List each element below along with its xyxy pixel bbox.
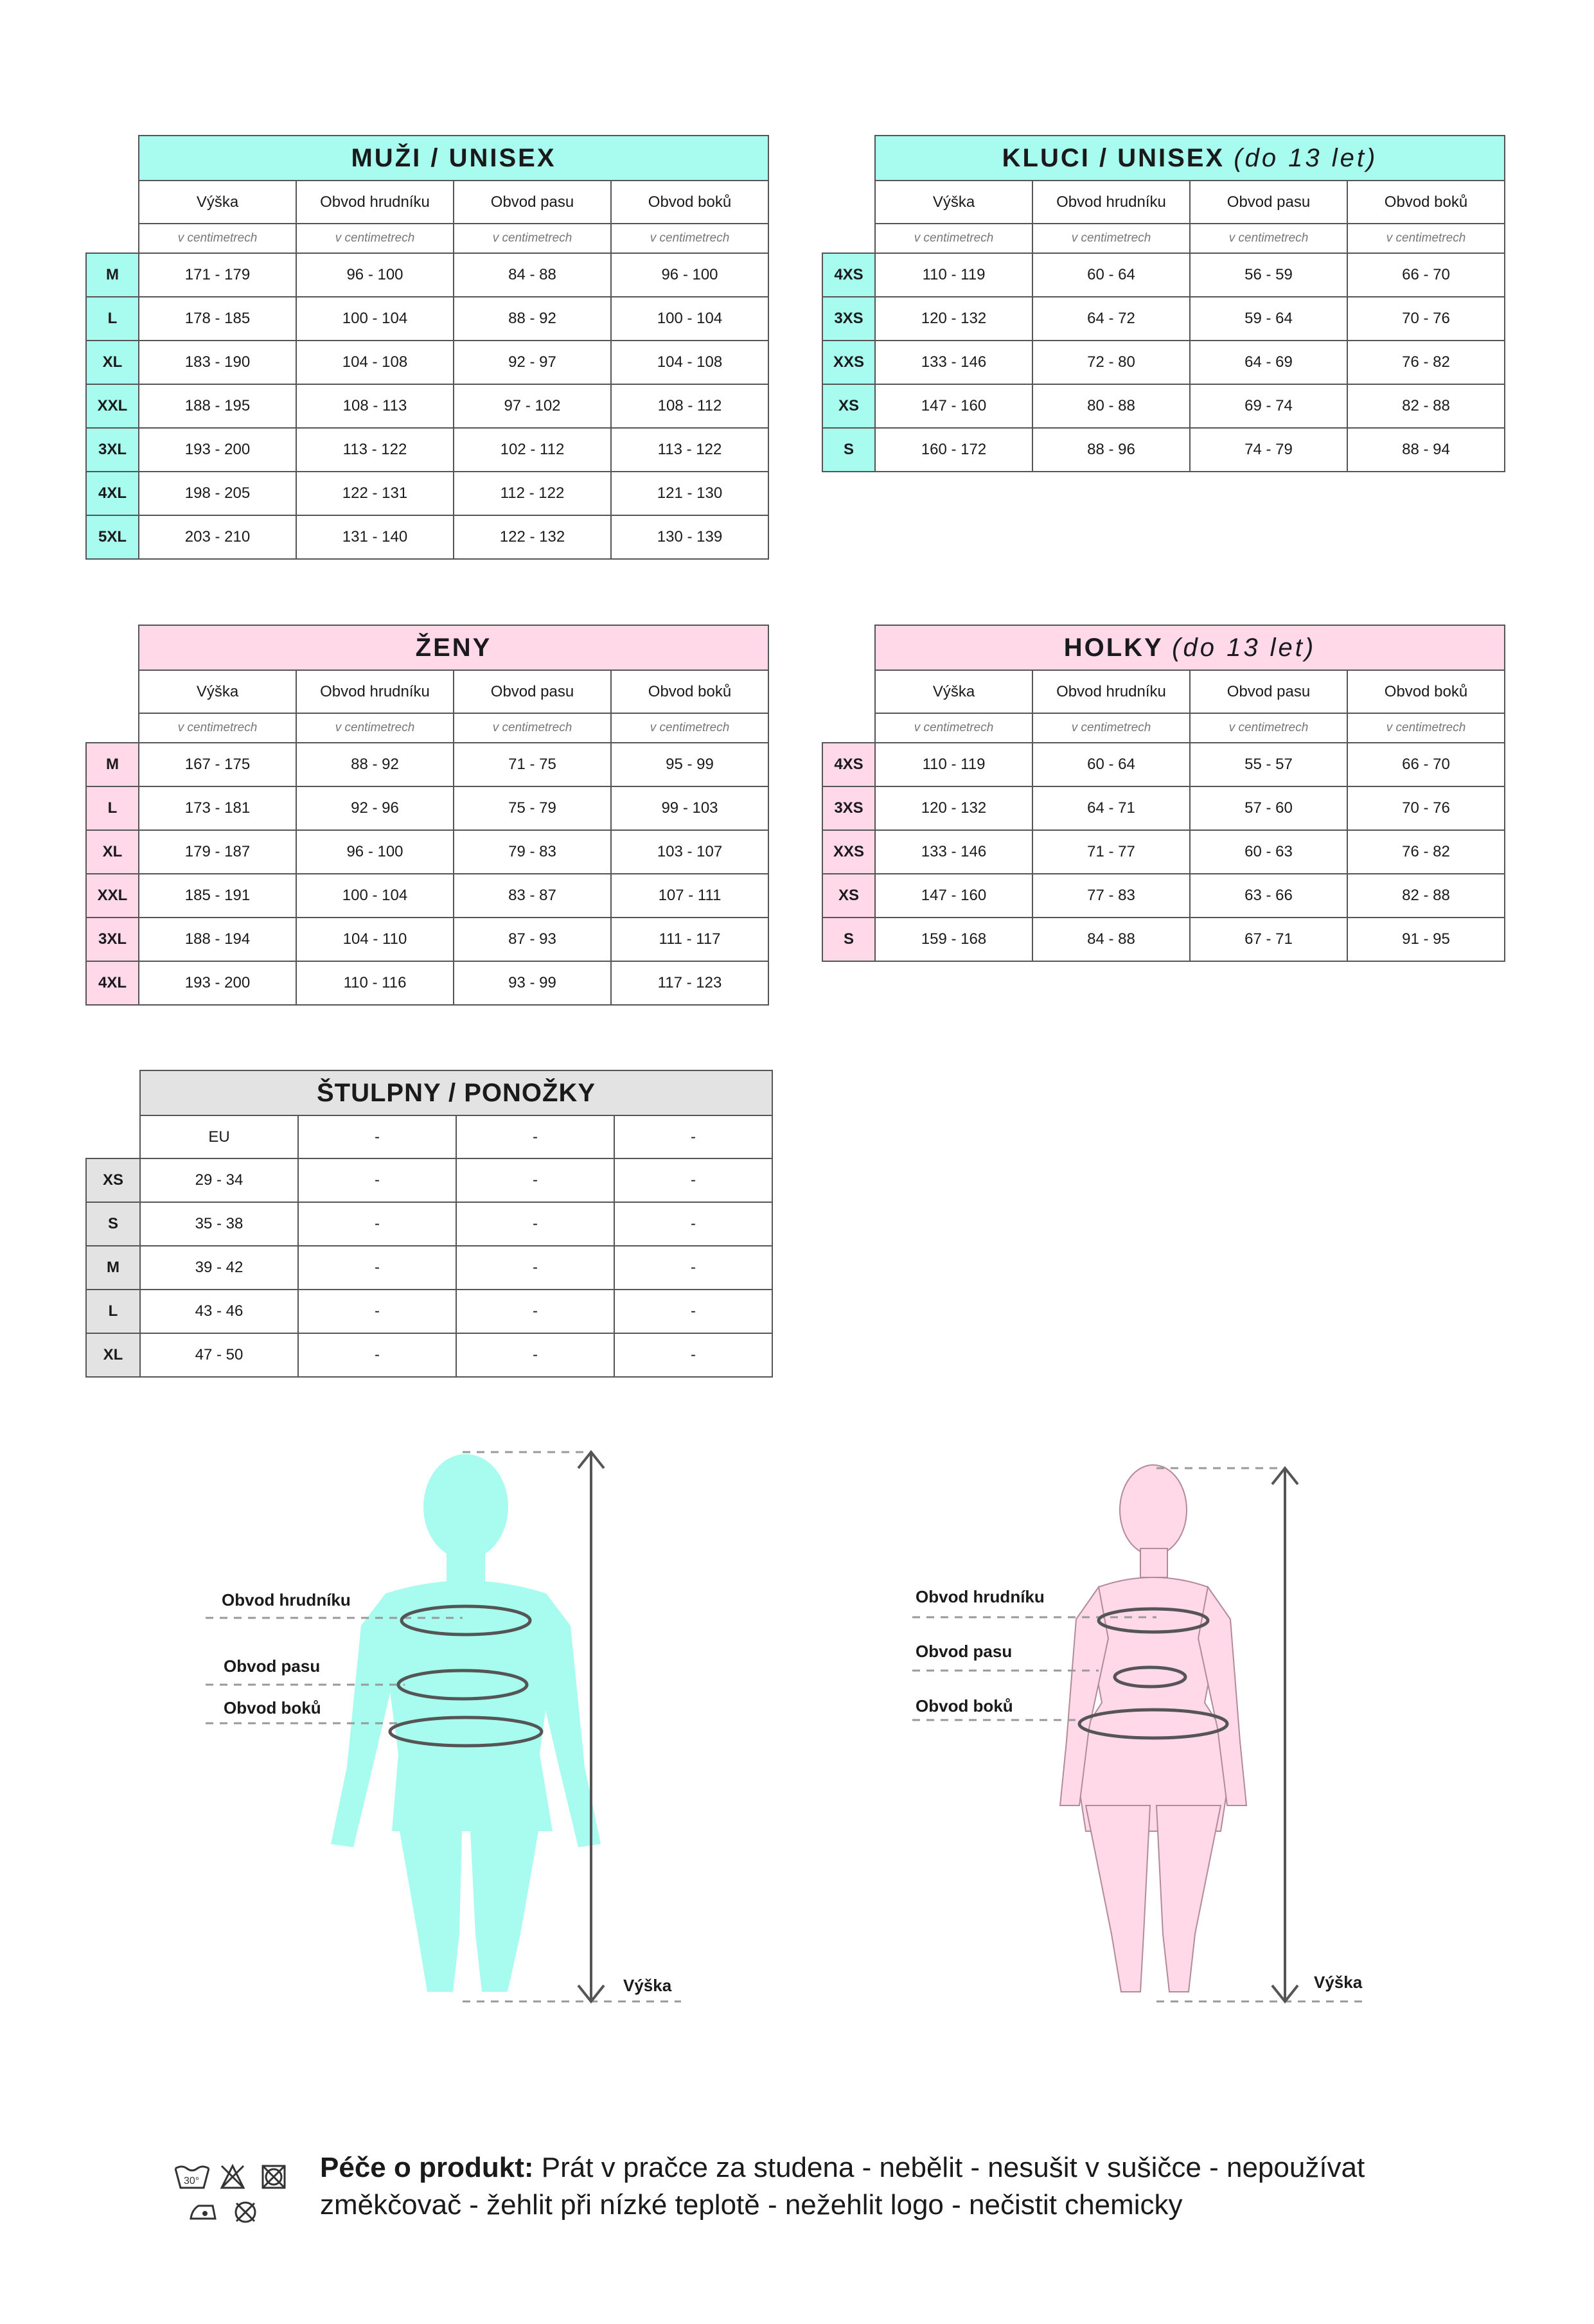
table-zeny xyxy=(85,625,769,1006)
table-cell: - xyxy=(298,1202,456,1246)
unit-label: v centimetrech xyxy=(1347,224,1505,253)
table-cell: - xyxy=(298,1290,456,1333)
table-cell: 100 - 104 xyxy=(296,874,454,918)
table-cell: 66 - 70 xyxy=(1347,743,1505,786)
table-title: MUŽI / UNISEX xyxy=(139,136,768,181)
table-cell: 66 - 70 xyxy=(1347,253,1505,297)
table-row xyxy=(86,1333,772,1377)
table-cell: 57 - 60 xyxy=(1190,786,1347,830)
table-cell: 35 - 38 xyxy=(140,1202,298,1246)
column-header: Obvod pasu xyxy=(454,670,611,713)
table-cell: 84 - 88 xyxy=(454,253,611,297)
table-cell: 80 - 88 xyxy=(1032,384,1190,428)
table-cell: 159 - 168 xyxy=(875,918,1032,961)
table-cell: 64 - 69 xyxy=(1190,341,1347,384)
column-header: Výška xyxy=(139,670,296,713)
table-cell: 167 - 175 xyxy=(139,743,296,786)
table-cell: 88 - 94 xyxy=(1347,428,1505,472)
table-cell: 193 - 200 xyxy=(139,961,296,1005)
no-dry-clean-icon xyxy=(236,2203,255,2222)
unit-label: v centimetrech xyxy=(296,224,454,253)
column-header: Výška xyxy=(875,181,1032,224)
size-label: 3XS xyxy=(822,297,875,341)
table-row xyxy=(86,1290,772,1333)
care-line-2: změkčovač - žehlit při nízké teplotě - nežehlit logo - nečistit chemicky xyxy=(320,2189,1183,2221)
table-cell: 100 - 104 xyxy=(611,297,768,341)
table-cell: 173 - 181 xyxy=(139,786,296,830)
table-cell: 43 - 46 xyxy=(140,1290,298,1333)
table-cell: 47 - 50 xyxy=(140,1333,298,1377)
column-header: Obvod boků xyxy=(1347,670,1505,713)
size-label: XL xyxy=(86,830,139,874)
table-cell: 110 - 119 xyxy=(875,743,1032,786)
table-cell: 93 - 99 xyxy=(454,961,611,1005)
care-icons xyxy=(170,2149,299,2233)
table-cell: 88 - 92 xyxy=(296,743,454,786)
table-cell: 64 - 71 xyxy=(1032,786,1190,830)
size-label: XXL xyxy=(86,384,139,428)
female-body-diagram xyxy=(887,1446,1413,2011)
table-cell: 108 - 113 xyxy=(296,384,454,428)
table-row xyxy=(822,253,1505,297)
table-cell: 70 - 76 xyxy=(1347,786,1505,830)
table-cell: 108 - 112 xyxy=(611,384,768,428)
table-cell: 60 - 64 xyxy=(1032,743,1190,786)
table-cell: 76 - 82 xyxy=(1347,341,1505,384)
size-label: S xyxy=(86,1202,140,1246)
table-cell: 64 - 72 xyxy=(1032,297,1190,341)
iron-low-icon xyxy=(191,2206,215,2219)
label-hips: Obvod boků xyxy=(224,1698,321,1717)
table-cell: 83 - 87 xyxy=(454,874,611,918)
table-cell: - xyxy=(614,1333,772,1377)
table-row xyxy=(86,786,768,830)
label-height: Výška xyxy=(1314,1973,1363,1992)
wash-30-icon xyxy=(175,2167,209,2188)
size-label: M xyxy=(86,1246,140,1290)
table-cell: 69 - 74 xyxy=(1190,384,1347,428)
size-label: 4XL xyxy=(86,961,139,1005)
table-cell: 79 - 83 xyxy=(454,830,611,874)
table-cell: 56 - 59 xyxy=(1190,253,1347,297)
male-body-diagram xyxy=(193,1446,720,2011)
table-cell: 111 - 117 xyxy=(611,918,768,961)
table-cell: 179 - 187 xyxy=(139,830,296,874)
size-label: S xyxy=(822,918,875,961)
size-label: L xyxy=(86,297,139,341)
table-cell: 104 - 108 xyxy=(611,341,768,384)
no-bleach-icon xyxy=(222,2166,244,2188)
column-header: Obvod hrudníku xyxy=(296,181,454,224)
table-row xyxy=(86,297,768,341)
column-header: Výška xyxy=(139,181,296,224)
column-header: Obvod hrudníku xyxy=(1032,670,1190,713)
table-cell: 97 - 102 xyxy=(454,384,611,428)
size-label: 5XL xyxy=(86,515,139,559)
table-cell: 74 - 79 xyxy=(1190,428,1347,472)
table-row xyxy=(822,786,1505,830)
no-tumble-dry-icon xyxy=(263,2166,285,2188)
table-cell: 55 - 57 xyxy=(1190,743,1347,786)
size-label: 4XS xyxy=(822,743,875,786)
table-cell: 113 - 122 xyxy=(296,428,454,472)
unit-label: v centimetrech xyxy=(875,713,1032,743)
table-cell: 60 - 63 xyxy=(1190,830,1347,874)
table-cell: 193 - 200 xyxy=(139,428,296,472)
table-cell: - xyxy=(614,1290,772,1333)
table-cell: 122 - 132 xyxy=(454,515,611,559)
table-cell: 71 - 75 xyxy=(454,743,611,786)
label-chest: Obvod hrudníku xyxy=(916,1587,1045,1606)
table-cell: - xyxy=(298,1158,456,1202)
table-cell: 95 - 99 xyxy=(611,743,768,786)
table-cell: 188 - 195 xyxy=(139,384,296,428)
table-cell: 92 - 96 xyxy=(296,786,454,830)
table-cell: - xyxy=(298,1333,456,1377)
care-label: Péče o produkt: xyxy=(320,2152,534,2183)
table-row xyxy=(822,830,1505,874)
table-cell: 70 - 76 xyxy=(1347,297,1505,341)
table-cell: 203 - 210 xyxy=(139,515,296,559)
care-instructions xyxy=(170,2149,1455,2239)
label-hips: Obvod boků xyxy=(916,1696,1013,1716)
column-header: Obvod boků xyxy=(1347,181,1505,224)
table-cell: 107 - 111 xyxy=(611,874,768,918)
unit-label: v centimetrech xyxy=(1032,713,1190,743)
table-cell: 39 - 42 xyxy=(140,1246,298,1290)
column-header: Výška xyxy=(875,670,1032,713)
table-title: HOLKY (do 13 let) xyxy=(875,625,1505,670)
table-cell: 188 - 194 xyxy=(139,918,296,961)
table-cell: 183 - 190 xyxy=(139,341,296,384)
table-cell: 77 - 83 xyxy=(1032,874,1190,918)
size-label: 4XL xyxy=(86,472,139,515)
size-label: XS xyxy=(86,1158,140,1202)
table-cell: - xyxy=(614,1246,772,1290)
table-cell: 63 - 66 xyxy=(1190,874,1347,918)
size-label: S xyxy=(822,428,875,472)
table-cell: 84 - 88 xyxy=(1032,918,1190,961)
column-header: Obvod hrudníku xyxy=(296,670,454,713)
column-header: Obvod pasu xyxy=(1190,670,1347,713)
table-cell: 102 - 112 xyxy=(454,428,611,472)
table-muzi xyxy=(85,135,769,560)
table-cell: 120 - 132 xyxy=(875,786,1032,830)
column-header: Obvod boků xyxy=(611,670,768,713)
table-row xyxy=(86,384,768,428)
table-cell: 76 - 82 xyxy=(1347,830,1505,874)
column-header: Obvod pasu xyxy=(454,181,611,224)
table-cell: 104 - 110 xyxy=(296,918,454,961)
table-cell: 88 - 92 xyxy=(454,297,611,341)
size-label: XXS xyxy=(822,830,875,874)
table-cell: 88 - 96 xyxy=(1032,428,1190,472)
label-height: Výška xyxy=(623,1976,672,1995)
size-label: M xyxy=(86,253,139,297)
table-cell: 198 - 205 xyxy=(139,472,296,515)
svg-text:30°: 30° xyxy=(184,2176,200,2187)
table-kluci xyxy=(822,135,1505,472)
column-header: - xyxy=(456,1115,614,1158)
table-cell: 130 - 139 xyxy=(611,515,768,559)
size-label: L xyxy=(86,1290,140,1333)
table-cell: 82 - 88 xyxy=(1347,874,1505,918)
table-row xyxy=(822,874,1505,918)
table-cell: 121 - 130 xyxy=(611,472,768,515)
table-cell: 178 - 185 xyxy=(139,297,296,341)
table-row xyxy=(822,341,1505,384)
female-silhouette-icon xyxy=(887,1446,1413,2011)
table-cell: 103 - 107 xyxy=(611,830,768,874)
table-title: KLUCI / UNISEX (do 13 let) xyxy=(875,136,1505,181)
table-cell: 104 - 108 xyxy=(296,341,454,384)
table-cell: 96 - 100 xyxy=(296,253,454,297)
table-cell: 147 - 160 xyxy=(875,384,1032,428)
label-chest: Obvod hrudníku xyxy=(222,1590,351,1610)
table-row xyxy=(822,428,1505,472)
table-cell: 110 - 116 xyxy=(296,961,454,1005)
table-cell: 100 - 104 xyxy=(296,297,454,341)
unit-label: v centimetrech xyxy=(1032,224,1190,253)
table-cell: 133 - 146 xyxy=(875,341,1032,384)
table-cell: 60 - 64 xyxy=(1032,253,1190,297)
table-cell: - xyxy=(298,1246,456,1290)
table-cell: 96 - 100 xyxy=(611,253,768,297)
size-label: XL xyxy=(86,1333,140,1377)
table-cell: 122 - 131 xyxy=(296,472,454,515)
table-row xyxy=(86,472,768,515)
table-row xyxy=(822,743,1505,786)
table-title: ŠTULPNY / PONOŽKY xyxy=(140,1070,772,1115)
size-label: 4XS xyxy=(822,253,875,297)
column-header: Obvod hrudníku xyxy=(1032,181,1190,224)
table-cell: 87 - 93 xyxy=(454,918,611,961)
size-label: 3XL xyxy=(86,428,139,472)
column-header: Obvod pasu xyxy=(1190,181,1347,224)
unit-label: v centimetrech xyxy=(875,224,1032,253)
unit-label: v centimetrech xyxy=(296,713,454,743)
table-row xyxy=(86,428,768,472)
size-label: L xyxy=(86,786,139,830)
table-cell: 171 - 179 xyxy=(139,253,296,297)
unit-label: v centimetrech xyxy=(139,713,296,743)
male-silhouette-icon xyxy=(193,1446,720,2011)
table-cell: 120 - 132 xyxy=(875,297,1032,341)
table-row xyxy=(86,1246,772,1290)
table-cell: 96 - 100 xyxy=(296,830,454,874)
table-cell: 59 - 64 xyxy=(1190,297,1347,341)
unit-label: v centimetrech xyxy=(1190,224,1347,253)
table-cell: 112 - 122 xyxy=(454,472,611,515)
column-header: Obvod boků xyxy=(611,181,768,224)
table-row xyxy=(822,918,1505,961)
table-row xyxy=(822,297,1505,341)
table-cell: 99 - 103 xyxy=(611,786,768,830)
unit-label: v centimetrech xyxy=(454,224,611,253)
care-text xyxy=(320,2149,1444,2224)
table-cell: 72 - 80 xyxy=(1032,341,1190,384)
table-row xyxy=(86,830,768,874)
unit-label: v centimetrech xyxy=(139,224,296,253)
table-stulpny xyxy=(85,1070,773,1378)
table-cell: 82 - 88 xyxy=(1347,384,1505,428)
size-label: 3XS xyxy=(822,786,875,830)
unit-label: v centimetrech xyxy=(611,224,768,253)
table-cell: - xyxy=(614,1158,772,1202)
table-cell: 147 - 160 xyxy=(875,874,1032,918)
table-row xyxy=(86,253,768,297)
table-cell: - xyxy=(456,1290,614,1333)
care-line-1: Prát v pračce za studena - nebělit - nesušit v sušičce - nepoužívat xyxy=(541,2152,1365,2183)
column-header: - xyxy=(298,1115,456,1158)
table-cell: - xyxy=(456,1158,614,1202)
size-label: XXS xyxy=(822,341,875,384)
table-row xyxy=(86,918,768,961)
table-title: ŽENY xyxy=(139,625,768,670)
table-row xyxy=(86,961,768,1005)
label-waist: Obvod pasu xyxy=(224,1656,321,1676)
size-label: XS xyxy=(822,874,875,918)
table-cell: - xyxy=(456,1333,614,1377)
table-row xyxy=(822,384,1505,428)
table-cell: 110 - 119 xyxy=(875,253,1032,297)
table-cell: - xyxy=(456,1246,614,1290)
table-row xyxy=(86,743,768,786)
table-cell: 29 - 34 xyxy=(140,1158,298,1202)
size-label: XS xyxy=(822,384,875,428)
table-row xyxy=(86,1158,772,1202)
unit-label: v centimetrech xyxy=(1190,713,1347,743)
label-waist: Obvod pasu xyxy=(916,1642,1013,1661)
table-cell: 185 - 191 xyxy=(139,874,296,918)
size-label: 3XL xyxy=(86,918,139,961)
column-header: - xyxy=(614,1115,772,1158)
table-cell: 92 - 97 xyxy=(454,341,611,384)
table-cell: 71 - 77 xyxy=(1032,830,1190,874)
table-cell: - xyxy=(614,1202,772,1246)
table-holky xyxy=(822,625,1505,962)
table-cell: 133 - 146 xyxy=(875,830,1032,874)
table-row xyxy=(86,874,768,918)
table-cell: 131 - 140 xyxy=(296,515,454,559)
table-cell: 117 - 123 xyxy=(611,961,768,1005)
table-cell: 91 - 95 xyxy=(1347,918,1505,961)
table-cell: 113 - 122 xyxy=(611,428,768,472)
size-label: M xyxy=(86,743,139,786)
table-cell: 75 - 79 xyxy=(454,786,611,830)
table-row xyxy=(86,1202,772,1246)
column-header: EU xyxy=(140,1115,298,1158)
table-row xyxy=(86,341,768,384)
size-label: XL xyxy=(86,341,139,384)
table-cell: 160 - 172 xyxy=(875,428,1032,472)
table-row xyxy=(86,515,768,559)
table-cell: 67 - 71 xyxy=(1190,918,1347,961)
unit-label: v centimetrech xyxy=(454,713,611,743)
unit-label: v centimetrech xyxy=(611,713,768,743)
size-label: XXL xyxy=(86,874,139,918)
table-cell: - xyxy=(456,1202,614,1246)
unit-label: v centimetrech xyxy=(1347,713,1505,743)
